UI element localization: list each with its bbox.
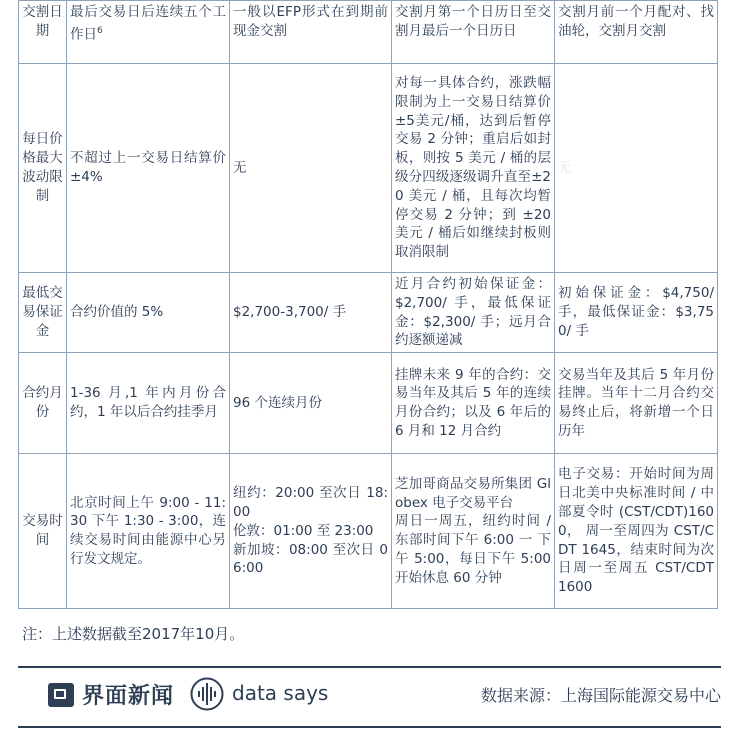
footnote: 注：上述数据截至2017年10月。	[22, 625, 245, 643]
data-says-label: data says	[232, 681, 329, 705]
cell-header-c1: 最后交易日后连续五个工作日$^6$	[67, 1, 230, 64]
divider-bottom	[18, 726, 721, 728]
cell-hours-c4: 电子交易：开始时间为周日北美中央标准时间 / 中部夏令时 (CST/CDT)1600， 周一至周四为 CST/CDT 1645，结束时间为次日周一至周五 CST/CDT 1600	[555, 454, 718, 609]
futures-comparison-table	[18, 0, 718, 609]
table-row	[19, 353, 718, 454]
cell-margin-c2: $2,700-3,700/ 手	[230, 273, 392, 353]
table-row	[19, 454, 718, 609]
cell-hours-c3: 芝加哥商品交易所集团 Globex 电子交易平台 周日一周五，纽约时间 / 东部时间下午 6:00 一 下午 5:00，每日下午 5:00 开始休息 60 分钟	[392, 454, 555, 609]
cell-margin-c1: 合约价值的 5%	[67, 273, 230, 353]
cell-months-c1: 1-36 月,1 年内月份合约，1 年以后合约挂季月	[67, 353, 230, 454]
cell-margin-c4: 初始保证金：$4,750/ 手，最低保证金：$3,750/ 手	[555, 273, 718, 353]
row-label-delivery-date: 交割日期	[19, 1, 67, 64]
cell-months-c2: 96 个连续月份	[230, 353, 392, 454]
row-label-price-limit: 每日价格最大波动限制	[19, 64, 67, 273]
cell-price-limit-c1: 不超过上一交易日结算价 ±4%	[67, 64, 230, 273]
brand-name: 界面新闻	[82, 684, 175, 709]
cell-header-c2: 一般以EFP形式在到期前现金交割	[230, 1, 392, 64]
row-label-margin: 最低交易保证金	[19, 273, 67, 353]
data-source: 数据来源：上海国际能源交易中心	[480, 686, 721, 705]
cell-margin-c3: 近月合约初始保证金：$2,700/ 手，最低保证金：$2,300/ 手；远月合约逐额递减	[392, 273, 555, 353]
table-row	[19, 273, 718, 353]
cell-hours-c1: 北京时间上午 9:00 - 11:30 下午 1:30 - 3:00，连续交易时间由能源中心另行发文规定。	[67, 454, 230, 609]
table-row	[19, 64, 718, 273]
row-label-trading-hours: 交易时间	[19, 454, 67, 609]
cell-price-limit-c2: 无	[230, 64, 392, 273]
cell-header-c4: 交割月前一个月配对、找油轮，交割月交割	[555, 1, 718, 64]
cell-price-limit-c4: 无	[555, 64, 718, 273]
cell-months-c3: 挂牌未来 9 年的合约：交易当年及其后 5 年的连续月份合约；以及 6 年后的 6 月和 12 月合约	[392, 353, 555, 454]
table-header-row	[19, 1, 718, 64]
cell-header-c3: 交割月第一个日历日至交割月最后一个日历日	[392, 1, 555, 64]
cell-hours-c2: 纽约：20:00 至次日 18:00 伦敦：01:00 至 23:00 新加坡：08:00 至次日 06:00	[230, 454, 392, 609]
row-label-contract-months: 合约月份	[19, 353, 67, 454]
cell-months-c4: 交易当年及其后 5 年月份挂牌。当年十二月合约交易终止后，将新增一个日历年	[555, 353, 718, 454]
data-says-icon	[190, 677, 224, 711]
cell-price-limit-c3: 对每一具体合约，涨跌幅限制为上一交易日结算价±5美元/桶，达到后暂停交易 2 分钟；重启后如封板，则按 5 美元 / 桶的层级分四级逐级调升直至±20 美元 / 桶，且每次均暂停交易 2 分钟；到 ±20 美元 / 桶后如继续封板则取消限制	[392, 64, 555, 273]
jiemian-logo-icon	[48, 683, 74, 707]
footer	[18, 668, 721, 726]
